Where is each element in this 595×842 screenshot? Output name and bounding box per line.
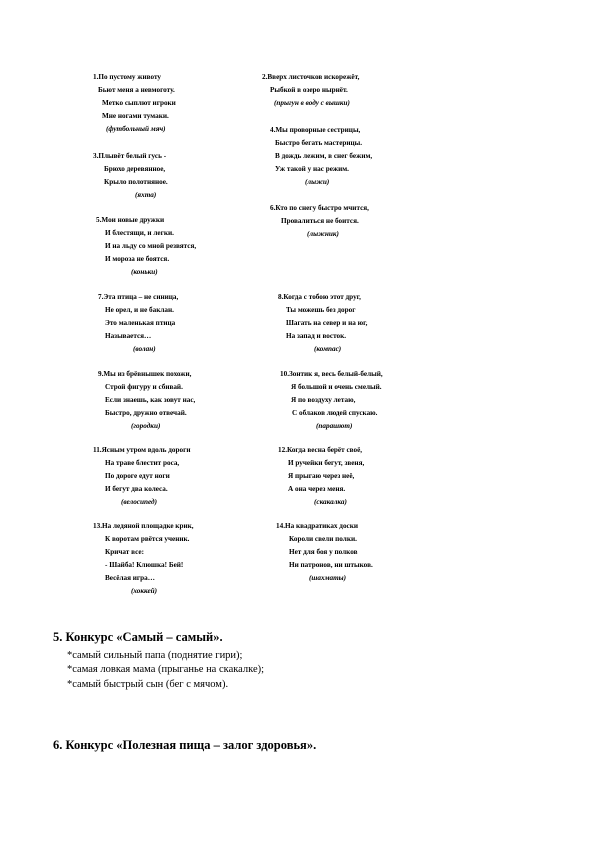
riddle-answer: (городки) [131, 422, 161, 430]
riddle-line: 14.На квадратиках доски [276, 522, 359, 530]
riddle-2 [262, 71, 359, 110]
riddle-1 [93, 71, 176, 136]
riddle-10 [280, 368, 383, 433]
riddle-11 [93, 444, 190, 509]
riddle-answer: (велосипед) [121, 498, 157, 506]
list-item: *самая ловкая мама (прыганье на скакалке); [67, 664, 265, 676]
riddle-line: А она через меня. [288, 485, 346, 493]
riddle-answer: (шахматы) [309, 574, 347, 582]
riddle-line: В дождь лежим, в снег бежим, [275, 152, 373, 160]
riddle-line: Кричат все: [105, 548, 144, 556]
riddle-line: Это маленькая птица [105, 319, 176, 327]
riddle-answer: (лыжник) [307, 230, 339, 238]
riddle-line: Бьют меня а невмоготу. [98, 86, 175, 94]
riddle-line: И на льду со мной резвятся, [105, 242, 197, 250]
riddle-line: И ручейки бегут, звеня, [288, 459, 365, 467]
riddle-13 [93, 520, 194, 598]
riddle-4 [270, 124, 372, 189]
riddle-line: Быстро, дружно отвечай. [105, 409, 187, 417]
riddle-line: Брюхо деревянное, [104, 165, 166, 173]
riddle-line: На траве блестит роса, [105, 459, 180, 467]
riddle-line: Я большой и очень смелый. [291, 383, 382, 391]
riddle-9 [98, 368, 195, 433]
riddle-line: Провалиться не боится. [281, 217, 359, 225]
riddle-line: 4.Мы проворные сестрицы, [270, 126, 361, 134]
riddle-line: 7.Эта птица – не синица, [98, 293, 179, 301]
riddle-line: Шагать на север и на юг, [286, 319, 368, 327]
riddle-answer: (футбольный мяч) [106, 125, 166, 133]
riddle-line: Нет для боя у полков [289, 548, 358, 556]
contest-5-list [67, 649, 264, 692]
riddle-line: Называется… [105, 332, 152, 340]
list-item: *самый сильный папа (поднятие гири); [67, 650, 243, 661]
riddle-line: Весёлая игра… [105, 574, 155, 582]
riddle-answer: (яхта) [135, 191, 157, 199]
riddle-line: Короли свели полки. [289, 535, 357, 543]
riddle-answer: (волан) [133, 345, 156, 353]
riddle-answer: (парашют) [316, 422, 353, 430]
riddle-line: Уж такой у нас режим. [275, 165, 349, 173]
riddle-line: Ты можешь без дорог [286, 306, 356, 314]
riddle-answer: (хоккей) [131, 587, 158, 595]
contest-5-title: 5. Конкурс «Самый – самый». [53, 630, 223, 644]
riddle-line: 11.Ясным утром вдоль дороги [93, 446, 191, 454]
riddle-6 [270, 202, 369, 241]
riddle-line: 8.Когда с тобою этот друг, [278, 293, 361, 301]
riddle-line: И мороза не боятся. [105, 255, 170, 263]
riddle-line: Ни патронов, ни штыков. [289, 561, 373, 569]
riddle-line: И блестящи, и легки. [105, 229, 174, 237]
riddle-line: 1.По пустому животу [93, 73, 161, 81]
contest-6-title: 6. Конкурс «Полезная пища – залог здоровья». [53, 738, 317, 752]
riddle-answer: (компас) [314, 345, 342, 353]
riddle-line: Если знаешь, как зовут нас, [105, 396, 196, 404]
riddle-line: Строй фигуру и сбивай. [105, 383, 183, 391]
riddle-line: 12.Когда весна берёт своё, [278, 446, 363, 454]
riddle-line: 10.Зонтик я, весь белый-белый, [280, 370, 383, 378]
riddle-line: 6.Кто по снегу быстро мчится, [270, 204, 369, 212]
riddle-line: Быстро бегать мастерицы. [275, 139, 363, 147]
riddle-line: Я по воздуху летаю, [291, 396, 356, 404]
riddle-7 [98, 291, 178, 356]
list-item: *самый быстрый сын (бег с мячом). [67, 678, 229, 690]
riddle-14 [276, 520, 373, 585]
riddle-line: Не орел, и не баклан. [105, 306, 174, 314]
riddle-answer: (скакалка) [314, 498, 347, 506]
riddle-line: 13.На ледяной площадке крик, [93, 522, 194, 530]
riddle-line: Мне ногами тумаки. [102, 112, 169, 120]
riddle-line: 5.Мои новые дружки [96, 216, 165, 224]
riddle-line: Метко сыплют игроки [102, 99, 176, 107]
riddle-line: 3.Плывёт белый гусь - [93, 152, 167, 160]
riddle-line: С облаков людей спускаю. [292, 409, 378, 417]
riddle-5 [96, 214, 196, 279]
riddle-line: Я прыгаю через неё, [288, 472, 355, 480]
riddle-answer: (лыжи) [305, 178, 330, 186]
riddle-3 [93, 150, 168, 202]
riddle-line: По дороге едут ноги [105, 472, 170, 480]
riddle-line: К воротам рвётся ученик. [105, 535, 190, 543]
riddle-answer: (коньки) [131, 268, 158, 276]
riddle-line: Рыбкой в озеро нырнёт. [270, 86, 348, 94]
riddle-line: 2.Вверх листочков искорежёт, [262, 73, 360, 81]
riddle-12 [278, 444, 364, 509]
riddle-line: На запад и восток. [286, 332, 347, 340]
riddle-line: Крыло полотняное. [104, 178, 168, 186]
riddle-8 [278, 291, 367, 356]
riddle-line: 9.Мы из брёвнышек похожи, [98, 370, 192, 378]
riddle-answer: (прыгун в воду с вышки) [274, 99, 350, 107]
riddle-line: - Шайба! Клюшка! Бей! [105, 561, 184, 569]
riddle-line: И бегут два колеса. [105, 485, 168, 493]
